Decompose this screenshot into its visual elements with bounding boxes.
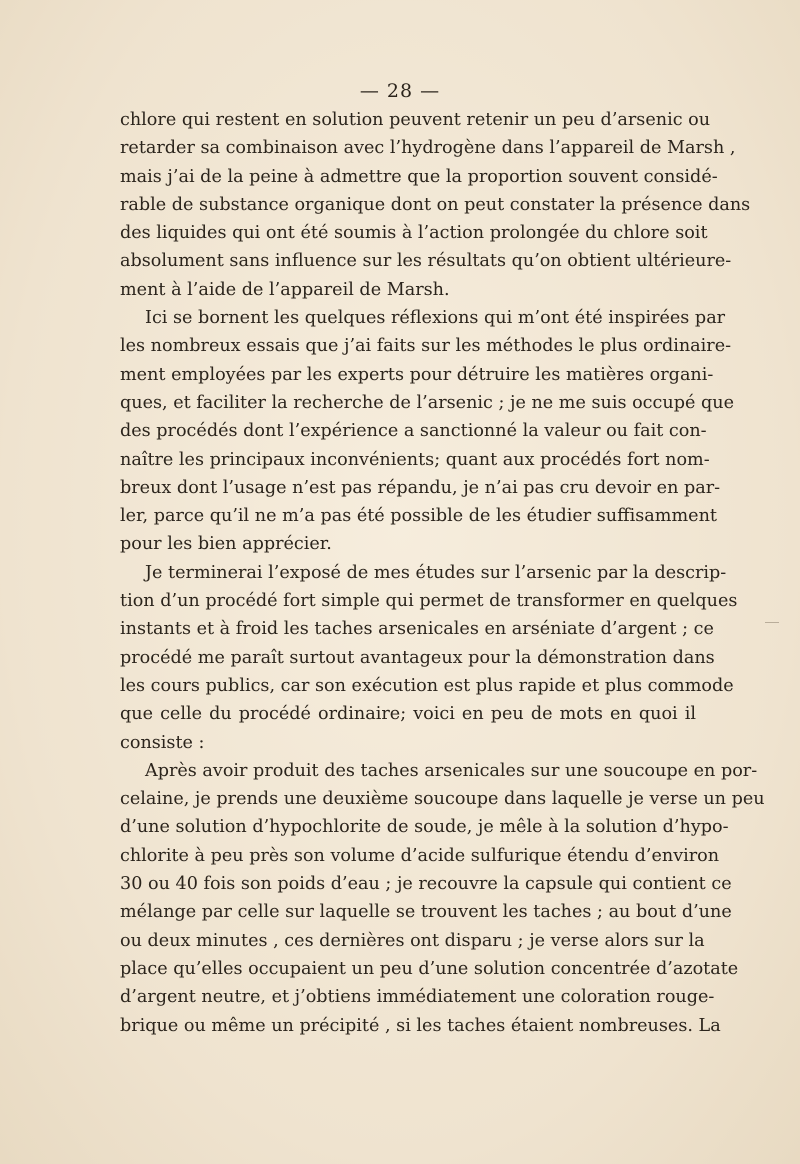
text-line: ler, parce qu’il ne m’a pas été possible de les étudier suffisamment xyxy=(120,506,717,527)
text-line: d’une solution d’hypochlorite de soude, je mêle à la solution d’hypo- xyxy=(120,817,729,838)
text-line: Après avoir produit des taches arsenicales sur une soucoupe en por- xyxy=(145,760,758,781)
text-line: 30 ou 40 fois son poids d’eau ; je recouvre la capsule qui contient ce xyxy=(120,874,732,895)
text-line: tion d’un procédé fort simple qui permet de transformer en quelques xyxy=(120,591,738,612)
text-line: absolument sans influence sur les résultats qu’on obtient ultérieure- xyxy=(120,251,732,272)
text-line: mélange par celle sur laquelle se trouvent les taches ; au bout d’une xyxy=(120,902,732,923)
text-line: chlorite à peu près son volume d’acide sulfurique étendu d’environ xyxy=(120,845,720,866)
text-line: que celle du procédé ordinaire; voici en peu de mots en quoi il xyxy=(120,704,696,725)
text-line: Ici se bornent les quelques réflexions qui m’ont été inspirées par xyxy=(145,308,726,329)
text-line: pour les bien apprécier. xyxy=(120,534,332,555)
text-line: procédé me paraît surtout avantageux pour la démonstration dans xyxy=(120,647,715,668)
text-line: ment employées par les experts pour détruire les matières organi- xyxy=(120,364,714,385)
text-line: rable de substance organique dont on peut constater la présence dans xyxy=(120,194,751,215)
body-text xyxy=(120,106,765,1040)
page-number: — 28 — xyxy=(359,80,441,102)
text-line: consiste : xyxy=(120,732,205,753)
text-line: retarder sa combinaison avec l’hydrogène dans l’appareil de Marsh , xyxy=(120,138,736,159)
text-line: les nombreux essais que j’ai faits sur les méthodes le plus ordinaire- xyxy=(120,336,732,357)
text-line: breux dont l’usage n’est pas répandu, je n’ai pas cru devoir en par- xyxy=(120,477,721,498)
margin-mark xyxy=(765,622,779,623)
text-line: instants et à froid les taches arsenicales en arséniate d’argent ; ce xyxy=(120,619,714,640)
text-line: brique ou même un précipité , si les taches étaient nombreuses. La xyxy=(120,1015,721,1036)
text-line: Je terminerai l’exposé de mes études sur l’arsenic par la descrip- xyxy=(145,562,727,583)
text-line: place qu’elles occupaient un peu d’une solution concentrée d’azotate xyxy=(120,958,739,979)
text-line: d’argent neutre, et j’obtiens immédiatement une coloration rouge- xyxy=(120,987,715,1008)
text-line: des liquides qui ont été soumis à l’action prolongée du chlore soit xyxy=(120,223,708,244)
text-line: les cours publics, car son exécution est plus rapide et plus commode xyxy=(120,675,734,696)
text-line: chlore qui restent en solution peuvent retenir un peu d’arsenic ou xyxy=(120,110,711,130)
text-line: celaine, je prends une deuxième soucoupe dans laquelle je verse un peu xyxy=(120,789,765,810)
text-line: ou deux minutes , ces dernières ont disparu ; je verse alors sur la xyxy=(120,930,705,951)
text-line: ques, et faciliter la recherche de l’arsenic ; je ne me suis occupé que xyxy=(120,392,734,413)
text-line: des procédés dont l’expérience a sanctionné la valeur ou fait con- xyxy=(120,421,707,442)
text-line: ment à l’aide de l’appareil de Marsh. xyxy=(120,279,450,300)
text-line: naître les principaux inconvénients; quant aux procédés fort nom- xyxy=(120,449,710,470)
text-line: mais j’ai de la peine à admettre que la proportion souvent considé- xyxy=(120,166,718,187)
